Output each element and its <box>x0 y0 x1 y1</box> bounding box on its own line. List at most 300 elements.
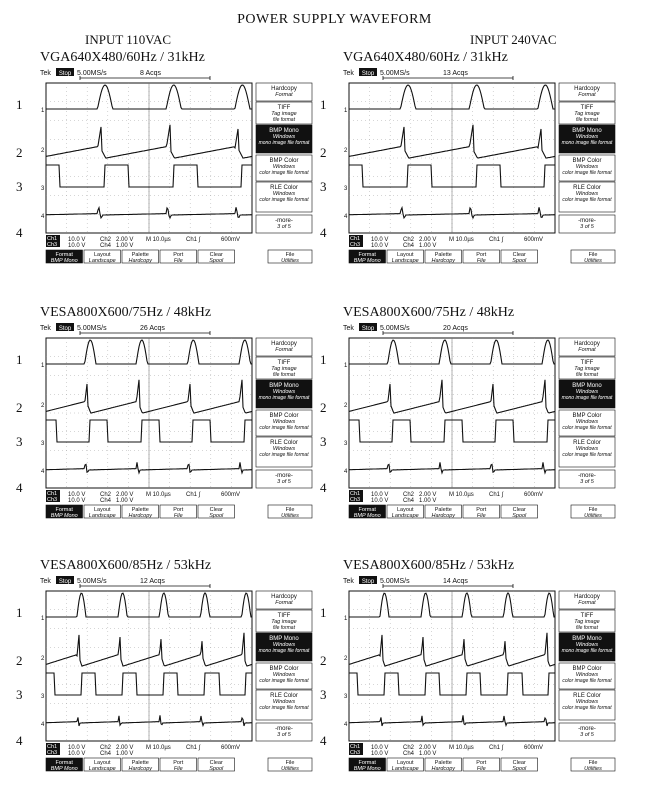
readout-v2: 2.00 V <box>116 492 134 498</box>
softkey-value: Hardcopy <box>431 766 456 772</box>
scope-brand: Tek <box>343 578 354 585</box>
menu-item-title: BMP Color <box>572 158 602 164</box>
softkey-value: Utilities <box>281 513 299 519</box>
softkey-value: Utilities <box>584 258 602 264</box>
menu-item-title: Hardcopy <box>271 341 297 347</box>
menu-item-title: BMP Mono <box>572 636 602 642</box>
readout-trigger: Ch1 ∫ <box>186 745 201 751</box>
softkey-label: Palette <box>434 252 452 258</box>
menu-item-sub: Windows <box>272 446 296 452</box>
readout-ch1: Ch1 <box>47 744 58 750</box>
menu-item-desc: color image file format <box>562 678 612 684</box>
panel-title: VGA640X480/60Hz / 31kHz <box>40 50 205 65</box>
menu-item-title: TIFF <box>580 613 594 619</box>
readout-v1: 10.0 V <box>371 745 389 751</box>
readout-ch1: Ch1 <box>350 744 361 750</box>
softkey-value: Landscape <box>88 258 116 264</box>
scope-brand: Tek <box>343 70 354 77</box>
readout-level: 600mV <box>221 237 241 243</box>
softkey-label: Port <box>476 507 487 513</box>
menu-item-desc: color image file format <box>562 425 612 431</box>
ground-marker: 3 <box>344 441 348 447</box>
softkey-value: File <box>173 258 183 264</box>
readout-timebase: M 10.0µs <box>449 237 474 243</box>
softkey-label: Layout <box>396 252 414 258</box>
menu-item-title: BMP Mono <box>572 383 602 389</box>
run-state: Stop <box>361 326 375 332</box>
readout-level: 600mV <box>221 492 241 498</box>
menu-item-desc: color image file format <box>259 678 309 684</box>
menu-item-desc: file format <box>273 372 295 378</box>
readout-v1: 10.0 V <box>68 492 86 498</box>
scope-display <box>343 322 615 518</box>
menu-item-sub: Windows <box>575 642 599 648</box>
softkey-value: BMP Mono <box>353 513 381 519</box>
menu-item-desc: mono image file format <box>561 395 613 401</box>
readout-ch3: Ch3 <box>47 242 58 248</box>
channel-number: 1 <box>16 352 23 367</box>
readout-v2: 2.00 V <box>419 492 437 498</box>
sample-rate: 5.00MS/s <box>380 325 410 332</box>
menu-item-desc: color image file format <box>259 452 309 458</box>
channel-number: 1 <box>320 97 327 112</box>
softkey-label: File <box>588 760 598 766</box>
menu-item-sub: Windows <box>272 419 296 425</box>
scope-display <box>343 575 615 771</box>
menu-item-sub: Windows <box>272 642 296 648</box>
readout-v4: 1.00 V <box>116 751 134 757</box>
channel-number: 4 <box>16 225 23 240</box>
softkey-value: File <box>173 766 183 772</box>
menu-item-sub: Windows <box>575 191 599 197</box>
softkey-label: Port <box>476 760 487 766</box>
menu-item-sub: Format <box>578 347 596 353</box>
readout-timebase: M 10.0µs <box>146 492 171 498</box>
menu-item-title: BMP Color <box>269 158 299 164</box>
readout-ch4: Ch4 <box>100 498 112 504</box>
menu-item-sub: Format <box>578 600 596 606</box>
menu-item-title: BMP Mono <box>572 128 602 134</box>
readout-trigger: Ch1 ∫ <box>489 237 504 243</box>
acquisition-count: 20 Acqs <box>443 325 468 332</box>
scope-brand: Tek <box>40 70 51 77</box>
softkey-label: Layout <box>93 252 111 258</box>
menu-item-sub: Windows <box>272 191 296 197</box>
scope-display <box>40 67 312 263</box>
oscilloscope-screenshot <box>343 67 615 263</box>
readout-timebase: M 10.0µs <box>449 745 474 751</box>
menu-item-title: TIFF <box>580 105 594 111</box>
menu-item-title: BMP Mono <box>269 128 299 134</box>
ground-marker: 4 <box>41 722 45 728</box>
sample-rate: 5.00MS/s <box>380 70 410 77</box>
readout-trigger: Ch1 ∫ <box>489 745 504 751</box>
channel-number: 3 <box>320 687 327 702</box>
menu-item-title: BMP Color <box>269 666 299 672</box>
readout-ch2: Ch2 <box>100 492 112 498</box>
softkey-label: Palette <box>131 760 149 766</box>
menu-item-sub: 3 of 5 <box>277 732 291 738</box>
channel-number: 3 <box>16 434 23 449</box>
channel-number: 3 <box>16 179 23 194</box>
readout-ch4: Ch4 <box>100 751 112 757</box>
menu-item-sub: 3 of 5 <box>580 479 594 485</box>
softkey-value: Landscape <box>391 513 419 519</box>
readout-ch1: Ch1 <box>350 236 361 242</box>
softkey-label: Format <box>55 252 73 258</box>
menu-item-desc: file format <box>273 117 295 123</box>
softkey-label: Layout <box>396 760 414 766</box>
menu-item-sub: Windows <box>575 446 599 452</box>
softkey-label: Port <box>476 252 487 258</box>
panel-title: VESA800X600/75Hz / 48kHz <box>40 305 212 320</box>
ground-marker: 2 <box>344 403 348 409</box>
readout-v1: 10.0 V <box>371 237 389 243</box>
menu-item-sub: 3 of 5 <box>580 732 594 738</box>
channel-number: 1 <box>16 97 23 112</box>
acquisition-count: 26 Acqs <box>140 325 165 332</box>
ground-marker: 4 <box>344 469 348 475</box>
run-state: Stop <box>58 579 72 585</box>
menu-item-sub: 3 of 5 <box>580 224 594 230</box>
channel-number: 4 <box>16 480 23 495</box>
ground-marker: 1 <box>344 363 348 369</box>
oscilloscope-screenshot <box>343 322 615 518</box>
readout-v3: 10.0 V <box>371 498 389 504</box>
readout-v4: 1.00 V <box>419 751 437 757</box>
menu-item-sub: Tag image <box>574 619 600 625</box>
readout-v3: 10.0 V <box>68 751 86 757</box>
softkey-value: Spool <box>209 513 224 519</box>
softkey-value: Utilities <box>281 766 299 772</box>
menu-item-title: RLE Color <box>270 693 298 699</box>
readout-v1: 10.0 V <box>68 237 86 243</box>
scope-brand: Tek <box>40 325 51 332</box>
readout-v3: 10.0 V <box>68 243 86 249</box>
softkey-label: Format <box>358 760 376 766</box>
channel-number: 2 <box>16 145 23 160</box>
softkey-value: Hardcopy <box>128 258 153 264</box>
readout-ch2: Ch2 <box>403 492 415 498</box>
menu-item-title: Hardcopy <box>271 86 297 92</box>
run-state: Stop <box>361 71 375 77</box>
ground-marker: 1 <box>344 616 348 622</box>
channel-number: 4 <box>320 733 327 748</box>
menu-item-title: BMP Color <box>572 413 602 419</box>
readout-ch2: Ch2 <box>403 237 415 243</box>
softkey-value: File <box>476 766 486 772</box>
page-title: POWER SUPPLY WAVEFORM <box>237 12 432 27</box>
channel-number: 1 <box>16 605 23 620</box>
column-heading-110vac: INPUT 110VAC <box>85 32 172 47</box>
acquisition-count: 12 Acqs <box>140 578 165 585</box>
softkey-label: File <box>285 507 295 513</box>
menu-item-sub: Windows <box>272 164 296 170</box>
channel-number: 4 <box>320 480 327 495</box>
readout-level: 600mV <box>221 745 241 751</box>
menu-item-sub: Windows <box>272 699 296 705</box>
menu-item-title: TIFF <box>277 613 291 619</box>
readout-v2: 2.00 V <box>419 237 437 243</box>
ground-marker: 2 <box>41 656 45 662</box>
softkey-value: Landscape <box>391 258 419 264</box>
menu-item-desc: mono image file format <box>258 395 310 401</box>
readout-v2: 2.00 V <box>116 745 134 751</box>
channel-number: 3 <box>320 179 327 194</box>
menu-item-desc: color image file format <box>562 452 612 458</box>
softkey-value: Hardcopy <box>128 513 153 519</box>
menu-item-title: Hardcopy <box>574 341 600 347</box>
softkey-label: Clear <box>512 760 526 766</box>
softkey-label: Format <box>358 252 376 258</box>
menu-item-title: RLE Color <box>573 440 601 446</box>
menu-item-title: RLE Color <box>270 440 298 446</box>
readout-ch4: Ch4 <box>100 243 112 249</box>
menu-item-title: -more- <box>275 726 293 732</box>
ground-marker: 2 <box>344 656 348 662</box>
ground-marker: 1 <box>41 108 45 114</box>
menu-item-sub: Windows <box>575 699 599 705</box>
softkey-label: Format <box>55 507 73 513</box>
softkey-value: Landscape <box>391 766 419 772</box>
oscilloscope-screenshot <box>343 575 615 771</box>
readout-v4: 1.00 V <box>116 243 134 249</box>
ground-marker: 3 <box>41 694 45 700</box>
menu-item-desc: color image file format <box>562 197 612 203</box>
scope-display <box>40 575 312 771</box>
run-state: Stop <box>58 326 72 332</box>
oscilloscope-screenshot <box>40 322 312 518</box>
menu-item-title: -more- <box>275 218 293 224</box>
menu-item-sub: Format <box>275 92 293 98</box>
ground-marker: 3 <box>41 441 45 447</box>
scope-display <box>343 67 615 263</box>
scope-brand: Tek <box>343 325 354 332</box>
ground-marker: 2 <box>41 148 45 154</box>
readout-ch1: Ch1 <box>47 236 58 242</box>
readout-timebase: M 10.0µs <box>449 492 474 498</box>
menu-item-title: TIFF <box>277 105 291 111</box>
menu-item-sub: Windows <box>575 134 599 140</box>
menu-item-title: RLE Color <box>573 185 601 191</box>
channel-number: 3 <box>320 434 327 449</box>
softkey-label: Port <box>173 507 184 513</box>
menu-item-desc: mono image file format <box>258 140 310 146</box>
menu-item-desc: mono image file format <box>258 648 310 654</box>
menu-item-sub: Windows <box>575 389 599 395</box>
menu-item-desc: color image file format <box>562 705 612 711</box>
softkey-value: Landscape <box>88 766 116 772</box>
run-state: Stop <box>58 71 72 77</box>
ground-marker: 4 <box>344 722 348 728</box>
menu-item-title: -more- <box>578 726 596 732</box>
channel-number: 2 <box>320 400 327 415</box>
menu-item-sub: Windows <box>272 134 296 140</box>
readout-trigger: Ch1 ∫ <box>489 492 504 498</box>
menu-item-title: RLE Color <box>270 185 298 191</box>
softkey-value: Spool <box>512 258 527 264</box>
readout-trigger: Ch1 ∫ <box>186 492 201 498</box>
menu-item-desc: mono image file format <box>561 140 613 146</box>
channel-number: 2 <box>320 653 327 668</box>
channel-number: 2 <box>320 145 327 160</box>
softkey-label: Port <box>173 760 184 766</box>
channel-number: 3 <box>16 687 23 702</box>
menu-item-sub: Format <box>275 600 293 606</box>
channel-number: 2 <box>16 400 23 415</box>
menu-item-title: TIFF <box>277 360 291 366</box>
menu-item-title: BMP Mono <box>269 383 299 389</box>
menu-item-title: BMP Color <box>269 413 299 419</box>
menu-item-desc: file format <box>576 625 598 631</box>
readout-ch2: Ch2 <box>100 237 112 243</box>
sample-rate: 5.00MS/s <box>77 70 107 77</box>
softkey-label: Palette <box>434 760 452 766</box>
menu-item-sub: Format <box>275 347 293 353</box>
readout-v4: 1.00 V <box>419 498 437 504</box>
softkey-value: Spool <box>512 766 527 772</box>
menu-item-sub: Tag image <box>574 366 600 372</box>
menu-item-desc: file format <box>576 117 598 123</box>
softkey-label: Palette <box>131 507 149 513</box>
ground-marker: 1 <box>344 108 348 114</box>
menu-item-desc: file format <box>273 625 295 631</box>
channel-number: 1 <box>320 605 327 620</box>
sample-rate: 5.00MS/s <box>380 578 410 585</box>
menu-item-sub: Windows <box>575 419 599 425</box>
softkey-label: File <box>588 507 598 513</box>
softkey-value: File <box>173 513 183 519</box>
readout-ch2: Ch2 <box>100 745 112 751</box>
readout-v3: 10.0 V <box>371 751 389 757</box>
ground-marker: 3 <box>344 694 348 700</box>
softkey-value: Hardcopy <box>431 258 456 264</box>
softkey-label: Clear <box>209 760 223 766</box>
ground-marker: 4 <box>41 214 45 220</box>
column-heading-240vac: INPUT 240VAC <box>470 32 557 47</box>
softkey-value: Spool <box>512 513 527 519</box>
ground-marker: 3 <box>41 186 45 192</box>
softkey-value: File <box>476 513 486 519</box>
acquisition-count: 8 Acqs <box>140 70 162 77</box>
softkey-label: Clear <box>512 252 526 258</box>
softkey-value: Hardcopy <box>431 513 456 519</box>
softkey-value: BMP Mono <box>353 258 381 264</box>
channel-number: 1 <box>320 352 327 367</box>
readout-ch3: Ch3 <box>350 750 361 756</box>
scope-display <box>40 322 312 518</box>
menu-item-sub: 3 of 5 <box>277 479 291 485</box>
readout-ch3: Ch3 <box>350 497 361 503</box>
menu-item-title: -more- <box>578 218 596 224</box>
menu-item-sub: Tag image <box>271 619 297 625</box>
oscilloscope-screenshot <box>40 575 312 771</box>
readout-ch1: Ch1 <box>47 491 58 497</box>
menu-item-sub: 3 of 5 <box>277 224 291 230</box>
menu-item-sub: Windows <box>272 389 296 395</box>
menu-item-title: TIFF <box>580 360 594 366</box>
menu-item-sub: Format <box>578 92 596 98</box>
readout-ch2: Ch2 <box>403 745 415 751</box>
menu-item-title: RLE Color <box>573 693 601 699</box>
menu-item-desc: color image file format <box>259 170 309 176</box>
menu-item-sub: Tag image <box>271 366 297 372</box>
readout-level: 600mV <box>524 237 544 243</box>
readout-v1: 10.0 V <box>68 745 86 751</box>
run-state: Stop <box>361 579 375 585</box>
sample-rate: 5.00MS/s <box>77 578 107 585</box>
channel-number: 2 <box>16 653 23 668</box>
readout-v2: 2.00 V <box>116 237 134 243</box>
softkey-value: Utilities <box>584 513 602 519</box>
softkey-label: Layout <box>93 760 111 766</box>
ground-marker: 4 <box>344 214 348 220</box>
readout-level: 600mV <box>524 492 544 498</box>
softkey-label: Layout <box>396 507 414 513</box>
softkey-label: Format <box>55 760 73 766</box>
ground-marker: 3 <box>344 186 348 192</box>
readout-timebase: M 10.0µs <box>146 237 171 243</box>
softkey-label: Clear <box>209 252 223 258</box>
softkey-label: Layout <box>93 507 111 513</box>
readout-timebase: M 10.0µs <box>146 745 171 751</box>
readout-v3: 10.0 V <box>68 498 86 504</box>
readout-ch3: Ch3 <box>350 242 361 248</box>
softkey-value: Utilities <box>584 766 602 772</box>
menu-item-title: -more- <box>578 473 596 479</box>
readout-trigger: Ch1 ∫ <box>186 237 201 243</box>
panel-title: VESA800X600/85Hz / 53kHz <box>343 558 515 573</box>
readout-ch1: Ch1 <box>350 491 361 497</box>
menu-item-desc: color image file format <box>259 705 309 711</box>
readout-v2: 2.00 V <box>419 745 437 751</box>
scope-brand: Tek <box>40 578 51 585</box>
softkey-label: File <box>285 252 295 258</box>
menu-item-desc: color image file format <box>562 170 612 176</box>
menu-item-sub: Tag image <box>271 111 297 117</box>
softkey-label: File <box>285 760 295 766</box>
softkey-value: Hardcopy <box>128 766 153 772</box>
softkey-value: BMP Mono <box>353 766 381 772</box>
menu-item-title: -more- <box>275 473 293 479</box>
softkey-value: Spool <box>209 258 224 264</box>
menu-item-title: Hardcopy <box>574 86 600 92</box>
softkey-label: Clear <box>209 507 223 513</box>
sample-rate: 5.00MS/s <box>77 325 107 332</box>
softkey-label: Format <box>358 507 376 513</box>
softkey-label: Palette <box>131 252 149 258</box>
readout-v4: 1.00 V <box>419 243 437 249</box>
readout-ch4: Ch4 <box>403 243 415 249</box>
menu-item-desc: mono image file format <box>561 648 613 654</box>
readout-v4: 1.00 V <box>116 498 134 504</box>
softkey-value: BMP Mono <box>50 513 78 519</box>
menu-item-title: BMP Mono <box>269 636 299 642</box>
acquisition-count: 14 Acqs <box>443 578 468 585</box>
channel-number: 4 <box>16 733 23 748</box>
softkey-value: Utilities <box>281 258 299 264</box>
menu-item-desc: color image file format <box>259 425 309 431</box>
menu-item-sub: Tag image <box>574 111 600 117</box>
softkey-value: Spool <box>209 766 224 772</box>
softkey-label: Port <box>173 252 184 258</box>
readout-ch4: Ch4 <box>403 498 415 504</box>
readout-v1: 10.0 V <box>371 492 389 498</box>
panel-title: VGA640X480/60Hz / 31kHz <box>343 50 508 65</box>
menu-item-sub: Windows <box>272 672 296 678</box>
channel-number: 4 <box>320 225 327 240</box>
menu-item-title: Hardcopy <box>271 594 297 600</box>
